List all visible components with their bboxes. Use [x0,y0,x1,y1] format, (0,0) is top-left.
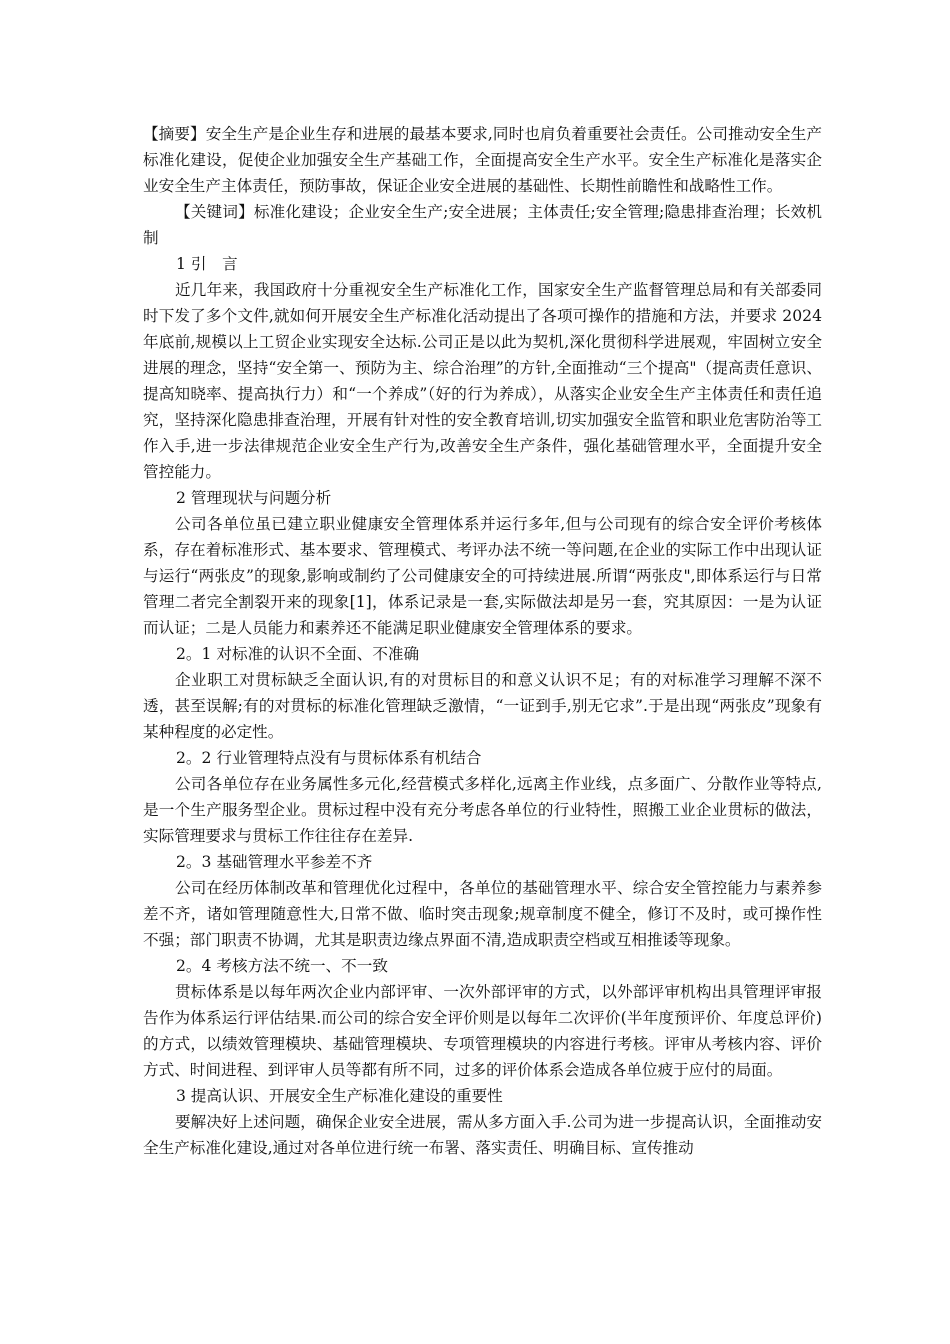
section-heading-1: 1 引 言 [176,255,238,273]
section-heading-2: 2 管理现状与问题分析 [176,489,332,507]
body-paragraph: 近几年来，我国政府十分重视安全生产标准化工作，国家安全生产监督管理总局和有关部委同时下发了多个文件,就如何开展安全生产标准化活动提出了各项可操作的措施和方法，并要求 2024 年底前,规模以上工贸企业实现安全达标.公司正是以此为契机,深化贯彻科学进展观，牢固树立安全进展的理念，坚持“安全第一、预防为主、综合治理”的方针,全面推动“三个提高"（提高责任意识、提高知晓率、提高执行力）和“一个养成”（好的行为养成），从落实企业安全生产主体责任和责任追究，坚持深化隐患排查治理，开展有针对性的安全教育培训,切实加强安全监管和职业危害防治等工作入手,进一步法律规范企业安全生产行为,改善安全生产条件，强化基础管理水平，全面提升安全管控能力。 [143,281,822,481]
subsection-heading-2-2: 2。2 行业管理特点没有与贯标体系有机结合 [176,749,482,767]
subsection-heading-2-3: 2。3 基础管理水平参差不齐 [176,853,373,871]
body-paragraph: 要解决好上述问题，确保企业安全进展，需从多方面入手.公司为进一步提高认识，全面推动安全生产标准化建设,通过对各单位进行统一布署、落实责任、明确目标、宣传推动 [143,1113,822,1157]
body-paragraph: 公司各单位存在业务属性多元化,经营模式多样化,远离主作业线，点多面广、分散作业等特点,是一个生产服务型企业。贯标过程中没有充分考虑各单位的行业特性，照搬工业企业贯标的做法，实际管理要求与贯标工作往往存在差异. [143,775,822,845]
subsection-heading-2-1: 2。1 对标准的认识不全面、不准确 [176,645,420,663]
body-paragraph: 公司各单位虽已建立职业健康安全管理体系并运行多年,但与公司现有的综合安全评价考核体系，存在着标准形式、基本要求、管理模式、考评办法不统一等问题,在企业的实际工作中出现认证与运行“两张皮”的现象,影响或制约了公司健康安全的可持续进展.所谓“两张皮",即体系运行与日常管理二者完全割裂开来的现象[1]，体系记录是一套,实际做法却是另一套，究其原因：一是为认证而认证；二是人员能力和素养还不能满足职业健康安全管理体系的要求。 [143,515,822,637]
subsection-heading-2-4: 2。4 考核方法不统一、不一致 [176,957,388,975]
abstract-paragraph: 【摘要】安全生产是企业生存和进展的最基本要求,同时也肩负着重要社会责任。公司推动安全生产标准化建设，促使企业加强安全生产基础工作，全面提高安全生产水平。安全生产标准化是落实企业安全生产主体责任，预防事故，保证企业安全进展的基础性、长期性前瞻性和战略性工作。 [143,125,822,195]
section-heading-3: 3 提高认识、开展安全生产标准化建设的重要性 [176,1087,503,1105]
body-paragraph: 公司在经历体制改革和管理优化过程中，各单位的基础管理水平、综合安全管控能力与素养参差不齐，诸如管理随意性大,日常不做、临时突击现象;规章制度不健全，修订不及时，或可操作性不强；部门职责不协调，尤其是职责边缘点界面不清,造成职责空档或互相推诿等现象。 [143,879,822,949]
keywords-paragraph: 【关键词】标准化建设；企业安全生产;安全进展；主体责任;安全管理;隐患排查治理；长效机制 [143,203,822,247]
body-paragraph: 贯标体系是以每年两次企业内部评审、一次外部评审的方式，以外部评审机构出具管理评审报告作为体系运行评估结果.而公司的综合安全评价则是以每年二次评价(半年度预评价、年度总评价)的方式，以绩效管理模块、基础管理模块、专项管理模块的内容进行考核。评审从考核内容、评价方式、时间进程、到评审人员等都有所不同，过多的评价体系会造成各单位疲于应付的局面。 [143,983,822,1079]
body-paragraph: 企业职工对贯标缺乏全面认识,有的对贯标目的和意义认识不足；有的对标准学习理解不深不透，甚至误解;有的对贯标的标准化管理缺乏激情，“一证到手,别无它求”.于是出现“两张皮”现象有某种程度的必定性。 [143,671,822,741]
